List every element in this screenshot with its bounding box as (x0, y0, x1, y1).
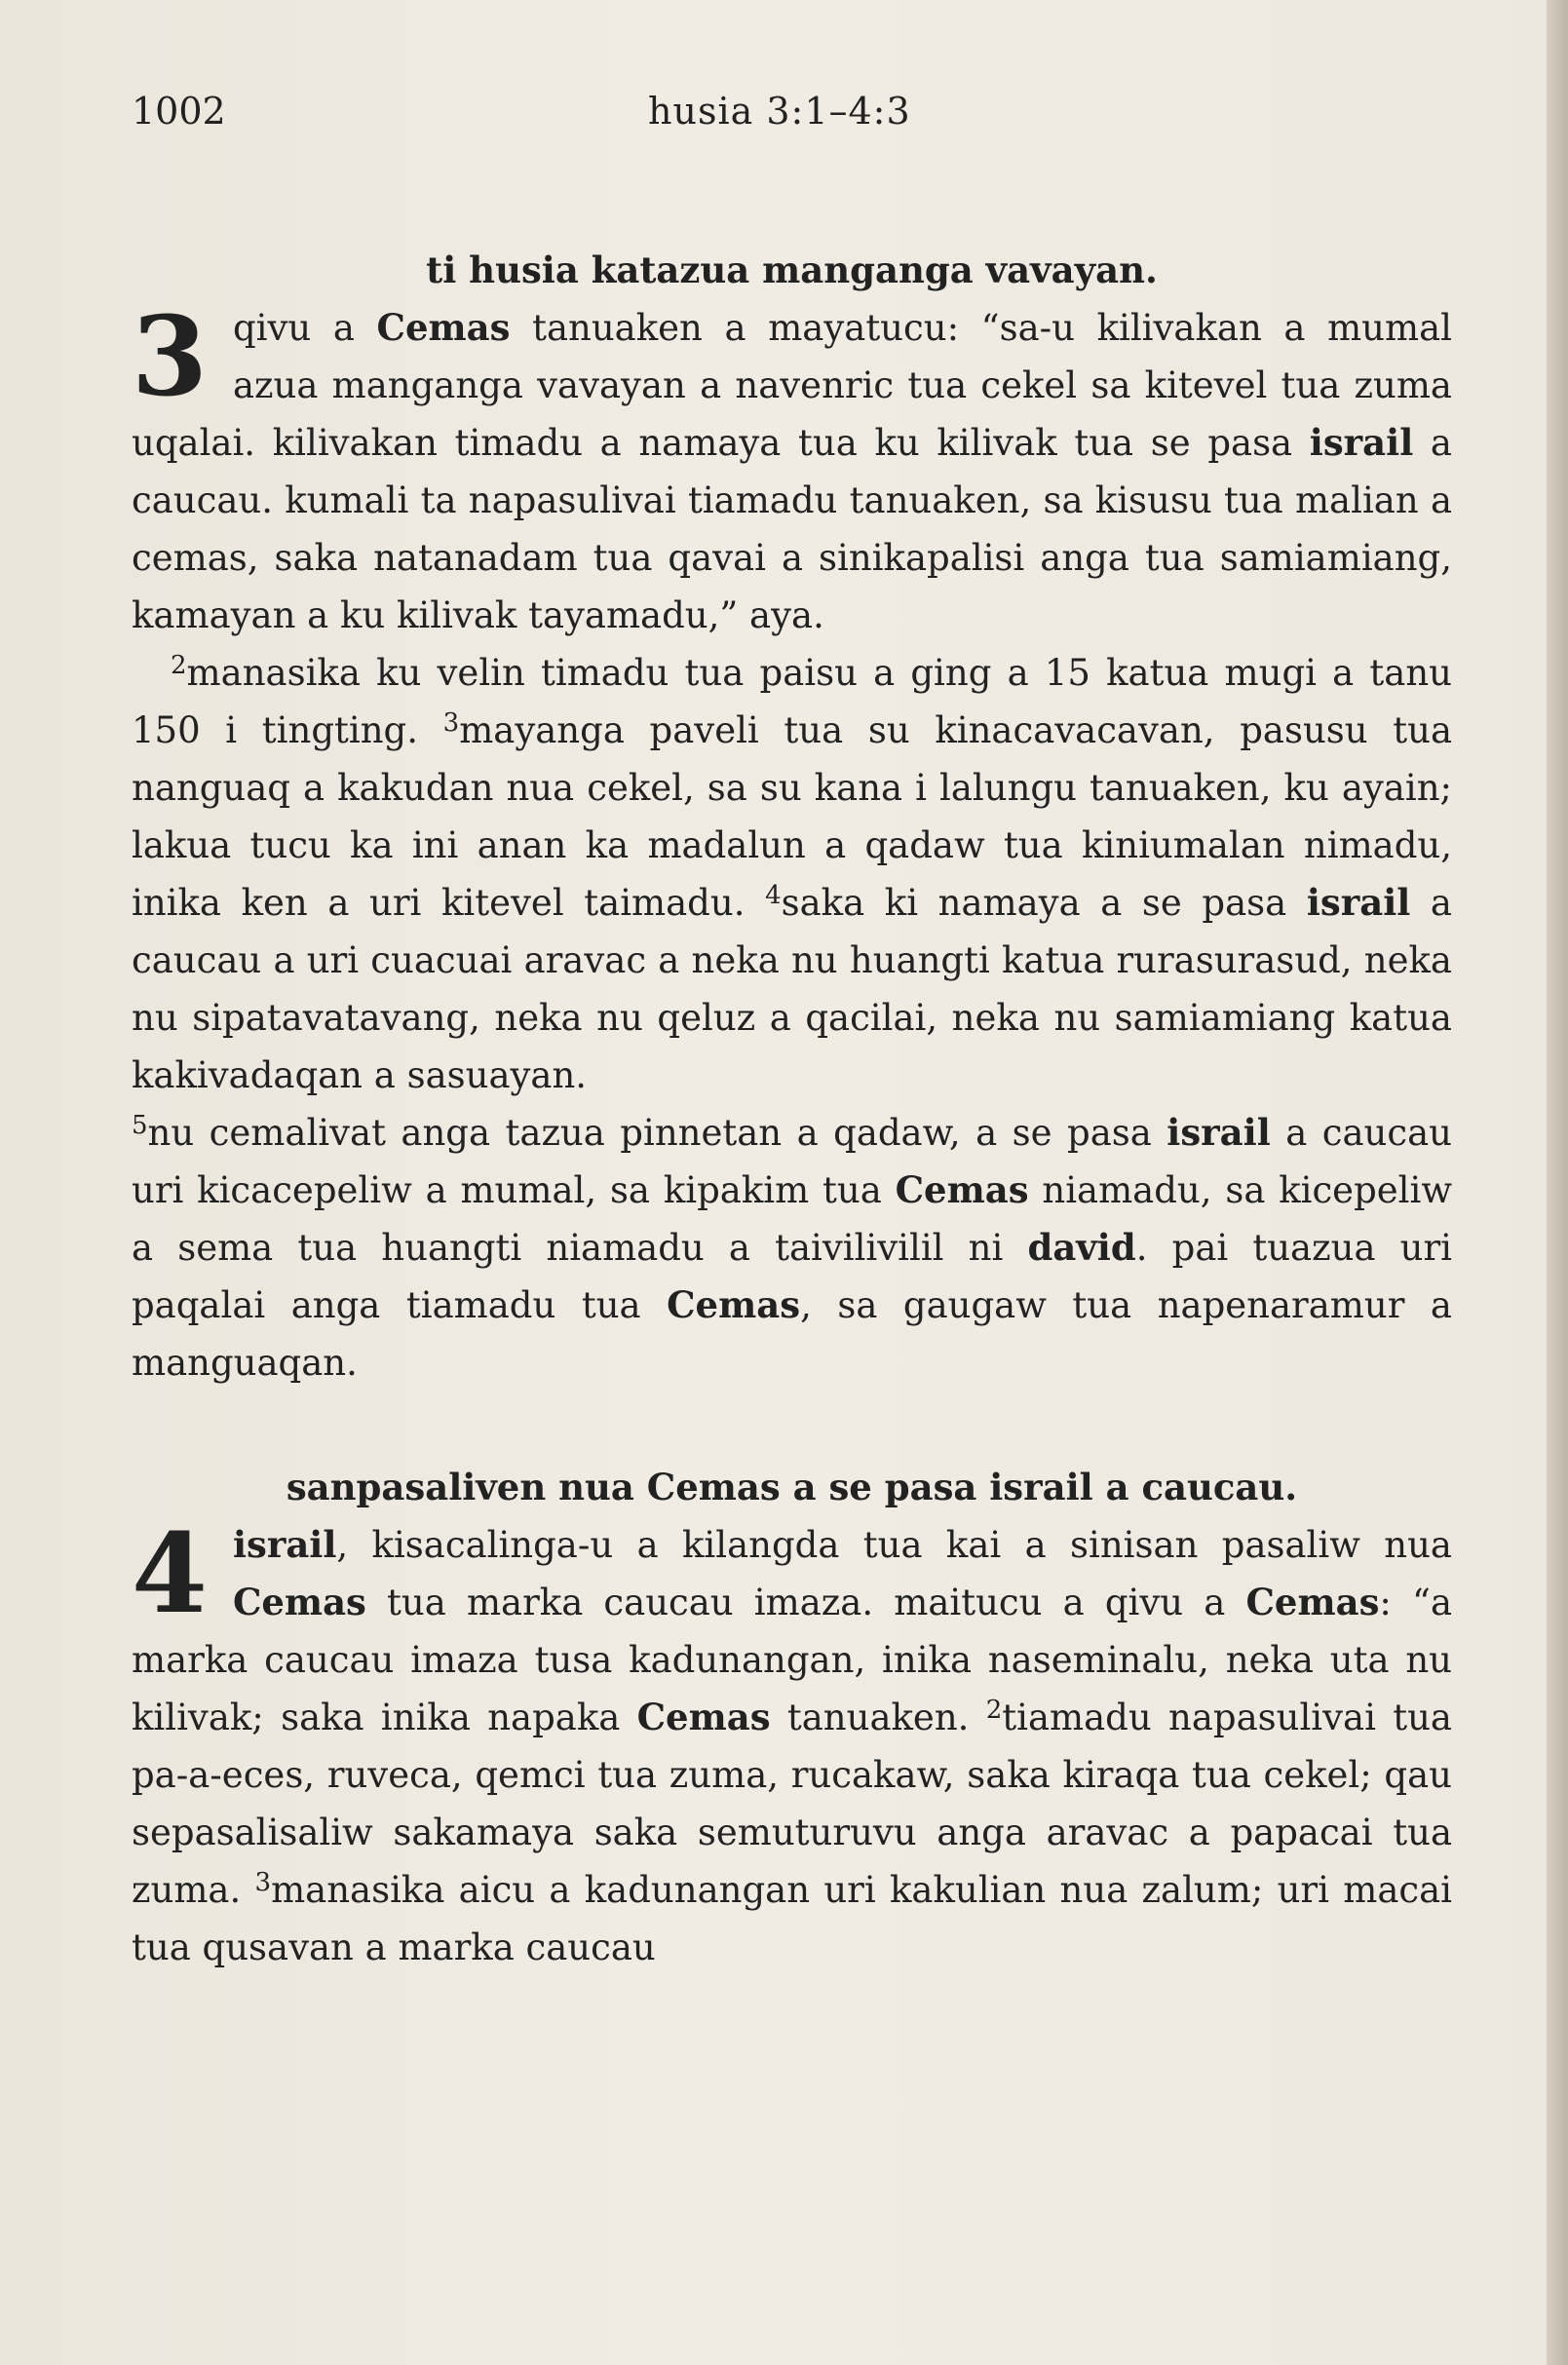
verse-number-2: 2 (985, 1696, 1003, 1725)
text-run: tua marka caucau imaza. maitucu a qivu a (365, 1582, 1246, 1623)
section-title-chapter-4: sanpasaliven nua Cemas a se pasa israil a caucau. (286, 1466, 1298, 1508)
text-run: manasika ku velin timadu tua paisu a ging a 15 katua mugi a tanu 150 i tingting. (132, 652, 1452, 751)
running-head: husia 3:1–4:3 (648, 90, 911, 133)
chapter-4-paragraph-1 (132, 1510, 1453, 1976)
page-spine-shadow (1547, 0, 1568, 2365)
name-david: david (1027, 1226, 1136, 1269)
text-run: a caucau a uri cuacuai aravac a neka nu huangti katua rurasurasud, neka nu sipatavatavang, neka nu qeluz a qacilai, neka nu samiamiang katua kakivadaqan a sasuayan. (132, 882, 1452, 1096)
section-title-chapter-3: ti husia katazua manganga vavayan. (426, 248, 1158, 291)
text-run: qivu a (232, 307, 377, 349)
name-israil: israil (1306, 881, 1411, 924)
verse-number-2: 2 (171, 651, 187, 680)
verse-number-5: 5 (132, 1111, 148, 1140)
name-israil: israil (1166, 1111, 1271, 1154)
name-cemas: Cemas (895, 1168, 1029, 1211)
text-run: , sa gaugaw tua napenaramur a manguaqan. (132, 1284, 1452, 1384)
verse-number-3: 3 (442, 708, 460, 738)
text-run: tanuaken. (770, 1697, 986, 1738)
verse-number-4: 4 (765, 881, 782, 910)
name-israil: israil (232, 1523, 337, 1566)
name-cemas: Cemas (1245, 1581, 1380, 1623)
chapter-number-4: 4 (132, 1510, 208, 1638)
name-cemas: Cemas (376, 306, 511, 349)
chapter-3-paragraph-1 (132, 293, 1452, 644)
chapter-3-paragraph-2 (132, 644, 1452, 1104)
text-run: : “a marka caucau imaza tusa kadunangan, inika naseminalu, neka uta nu kilivak; saka inika napaka (132, 1582, 1453, 1738)
text-run: saka ki namaya a se pasa (781, 882, 1307, 924)
page-number: 1002 (132, 90, 226, 133)
name-israil: israil (1309, 421, 1414, 464)
text-run: nu cemalivat anga tazua pinnetan a qadaw, a se pasa (147, 1112, 1167, 1154)
verse-number-3: 3 (254, 1868, 272, 1897)
text-run: tiamadu napasulivai tua pa-a-eces, ruveca, qemci tua zuma, rucakaw, saka kiraqa tua cekel; qau sepasalisaliw sakamaya saka semuturuvu anga aravac a papacai tua zuma. (132, 1697, 1452, 1911)
text-run: a caucau. kumali ta napasulivai tiamadu tanuaken, sa kisusu tua malian a cemas, saka natanadam tua qavai a sinikapalisi anga tua samiamiang, kamayan a ku kilivak tayamadu,” aya. (132, 422, 1452, 636)
name-cemas: Cemas (232, 1581, 366, 1623)
text-run: tanuaken a mayatucu: “sa-u kilivakan a mumal azua manganga vavayan a navenric tua cekel sa kitevel tua zuma uqalai. kilivakan timadu a namaya tua ku kilivak tua se pasa (132, 307, 1452, 464)
text-run: mayanga paveli tua su kinacavacavan, pasusu tua nanguaq a kakudan nua cekel, sa su kana i lalungu tanuaken, ku ayain; lakua tucu ka ini anan ka madalun a qadaw tua kiniumalan nimadu, inika ken a uri kitevel taimadu. (132, 709, 1453, 924)
chapter-3-paragraph-3 (132, 1104, 1452, 1392)
text-run: manasika aicu a kadunangan uri kakulian nua zalum; uri macai tua qusavan a marka caucau (132, 1869, 1452, 1968)
text-run: a caucau uri kicacepeliw a mumal, sa kipakim tua (132, 1112, 1452, 1211)
text-run: niamadu, sa kicepeliw a sema tua huangti niamadu a taivilivilil ni (132, 1169, 1452, 1269)
name-cemas: Cemas (667, 1283, 801, 1326)
chapter-number-3: 3 (132, 293, 208, 421)
page-header (132, 90, 1412, 148)
text-run: , kisacalinga-u a kilangda tua kai a sinisan pasaliw nua (336, 1524, 1452, 1566)
text-run: . pai tuazua uri paqalai anga tiamadu tua (132, 1227, 1452, 1326)
name-cemas: Cemas (636, 1696, 771, 1738)
page-body (132, 242, 1452, 1976)
